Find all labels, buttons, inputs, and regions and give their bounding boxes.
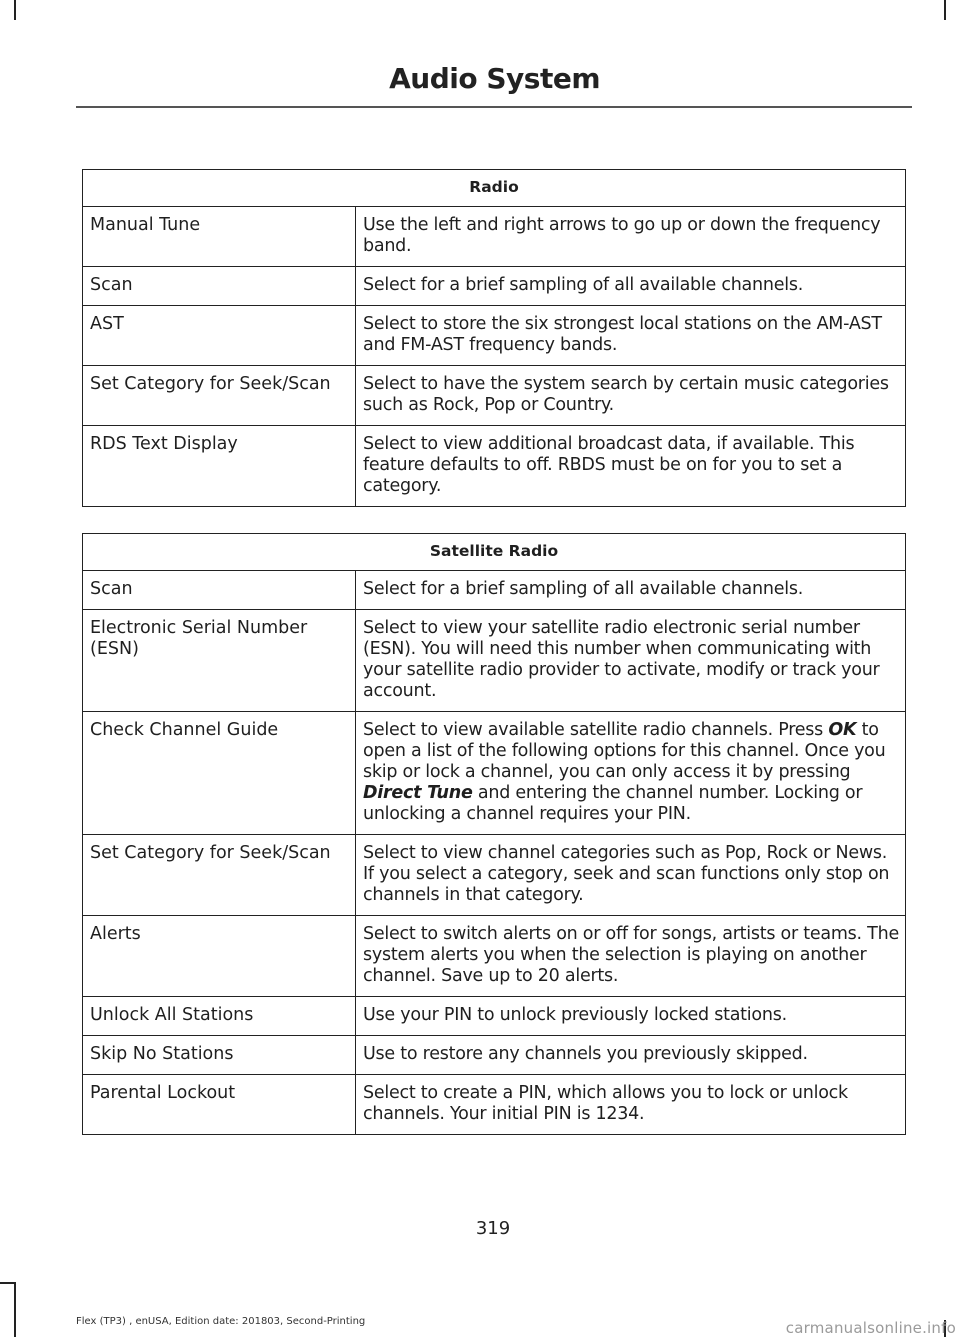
- table-row: [83, 426, 906, 507]
- row-description: Select to have the system search by certain music categories such as Rock, Pop or Country.: [356, 366, 906, 426]
- table-row: [83, 712, 906, 835]
- table-row: [83, 366, 906, 426]
- row-description: Select to view additional broadcast data, if available. This feature defaults to off. RBDS must be on for you to set a category.: [356, 426, 906, 507]
- row-description: Use to restore any channels you previously skipped.: [356, 1036, 906, 1075]
- ok-keyword: OK: [828, 720, 857, 740]
- row-label: Set Category for Seek/Scan: [83, 366, 356, 426]
- table-header-row: [83, 170, 906, 207]
- row-description: Select to switch alerts on or off for songs, artists or teams. The system alerts you when the selection is playing on another channel. Save up to 20 alerts.: [356, 916, 906, 997]
- desc-text: to open a list of the following options for this channel. Once you skip or lock a channel, you can only access it by pressing: [363, 720, 886, 782]
- row-description: Select to store the six strongest local stations on the AM-AST and FM-AST frequency bands.: [356, 306, 906, 366]
- row-label: Check Channel Guide: [83, 712, 356, 835]
- row-description: [356, 712, 906, 835]
- row-label: RDS Text Display: [83, 426, 356, 507]
- watermark-link[interactable]: carmanualsonline.info: [785, 1319, 956, 1337]
- row-description: Select to create a PIN, which allows you to lock or unlock channels. Your initial PIN is 1234.: [356, 1075, 906, 1135]
- row-description: Use the left and right arrows to go up or down the frequency band.: [356, 207, 906, 267]
- page-number: 319: [475, 1218, 511, 1239]
- table-row: [83, 835, 906, 916]
- crop-mark-top-right: [944, 0, 946, 20]
- row-label: Electronic Serial Number (ESN): [83, 610, 356, 712]
- table-header-row: [83, 534, 906, 571]
- row-label: Unlock All Stations: [83, 997, 356, 1036]
- crop-mark-bottom-left-horizontal: [0, 1282, 16, 1284]
- row-description: Select for a brief sampling of all available channels.: [356, 571, 906, 610]
- satellite-radio-table: [82, 533, 906, 1135]
- row-label: Skip No Stations: [83, 1036, 356, 1075]
- row-description: Select to view channel categories such as Pop, Rock or News. If you select a category, seek and scan functions only stop on channels in that category.: [356, 835, 906, 916]
- radio-table: [82, 169, 906, 507]
- table-row: [83, 997, 906, 1036]
- row-label: Parental Lockout: [83, 1075, 356, 1135]
- table-row: [83, 207, 906, 267]
- row-label: Scan: [83, 571, 356, 610]
- title-divider: [76, 106, 912, 108]
- direct-tune-keyword: Direct Tune: [363, 783, 473, 803]
- row-label: Manual Tune: [83, 207, 356, 267]
- row-label: Scan: [83, 267, 356, 306]
- crop-mark-bottom-left: [14, 1282, 16, 1337]
- row-label: AST: [83, 306, 356, 366]
- crop-mark-top-left: [14, 0, 16, 20]
- row-description: Select for a brief sampling of all available channels.: [356, 267, 906, 306]
- row-label: Alerts: [83, 916, 356, 997]
- table-row: [83, 916, 906, 997]
- table-row: [83, 571, 906, 610]
- page-title: Audio System: [389, 62, 600, 95]
- radio-table-title: Radio: [83, 170, 906, 207]
- table-row: [83, 1036, 906, 1075]
- desc-text: and entering the channel number. Locking or unlocking a channel requires your PIN.: [363, 783, 863, 824]
- edition-footer: Flex (TP3) , enUSA, Edition date: 201803, Second-Printing: [76, 1316, 366, 1327]
- desc-text: Select to view available satellite radio channels. Press: [363, 720, 829, 740]
- table-row: [83, 610, 906, 712]
- satellite-table-title: Satellite Radio: [83, 534, 906, 571]
- row-description: Select to view your satellite radio electronic serial number (ESN). You will need this number when communicating with your satellite radio provider to activate, modify or track your account.: [356, 610, 906, 712]
- table-row: [83, 267, 906, 306]
- row-description: Use your PIN to unlock previously locked stations.: [356, 997, 906, 1036]
- table-row: [83, 1075, 906, 1135]
- table-row: [83, 306, 906, 366]
- row-label: Set Category for Seek/Scan: [83, 835, 356, 916]
